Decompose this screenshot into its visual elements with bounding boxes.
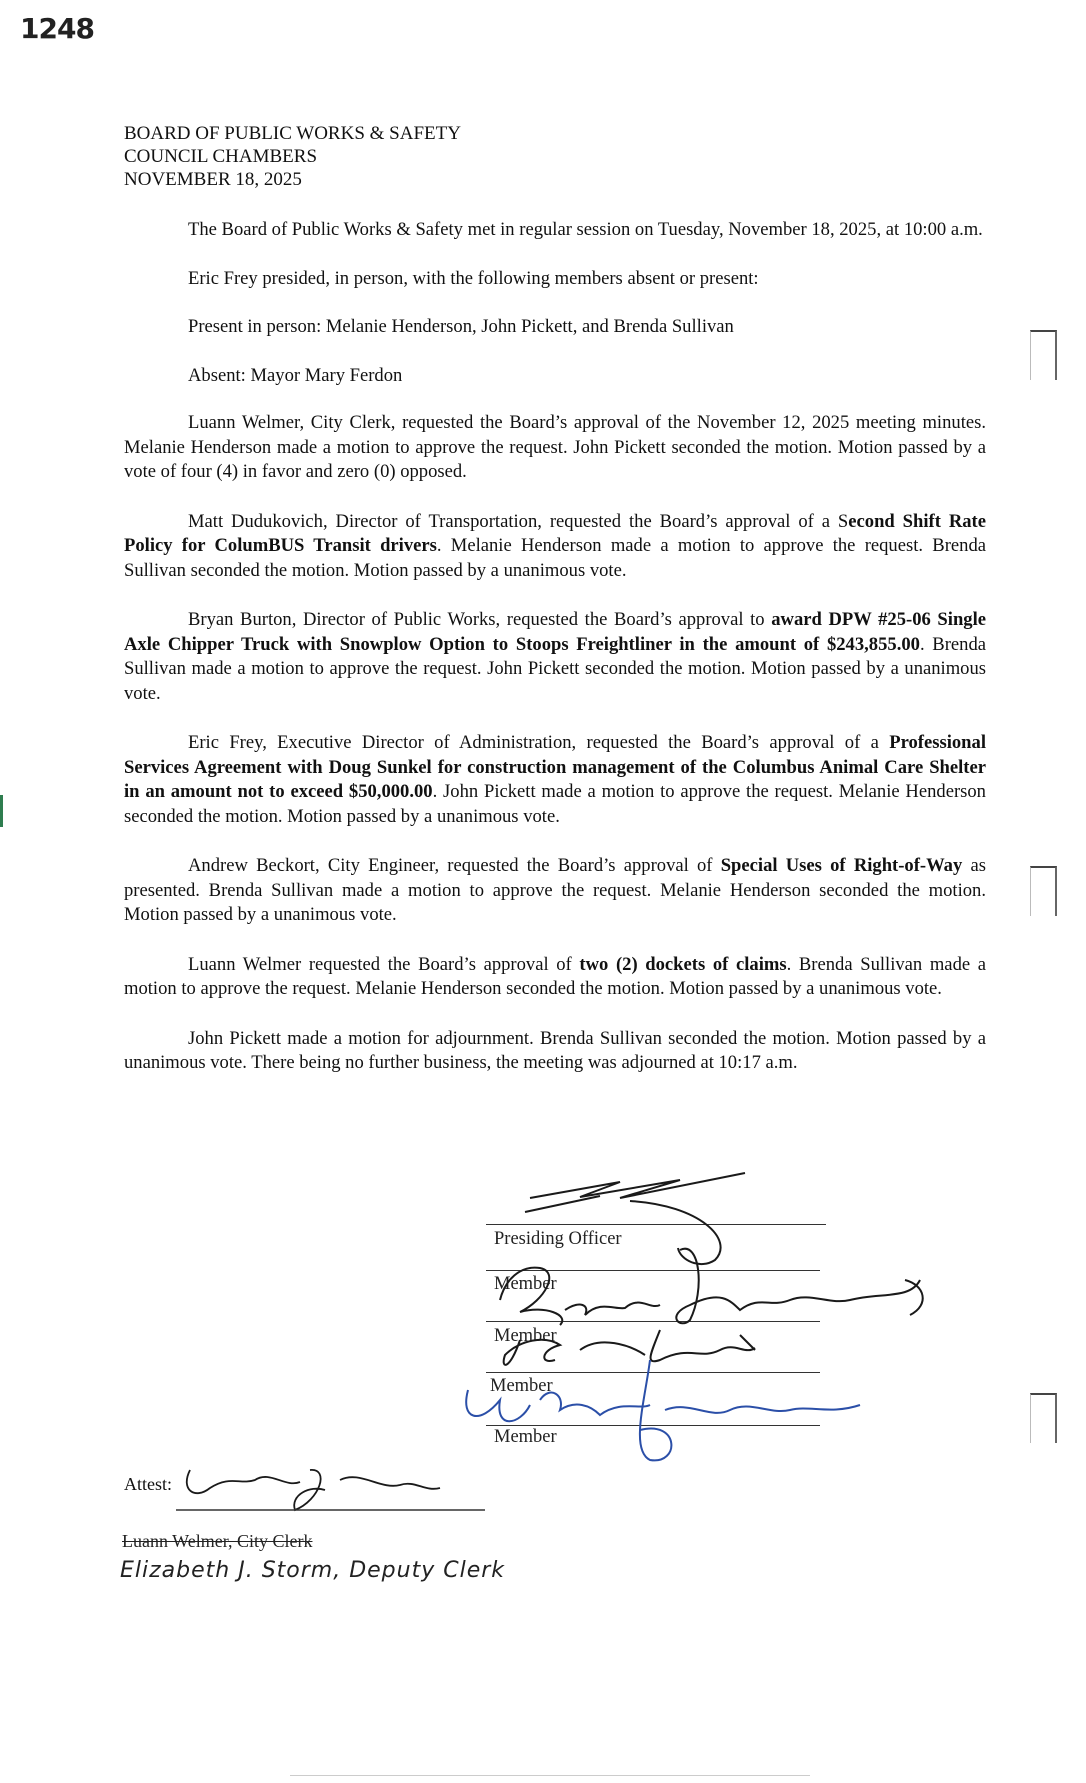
text: Matt Dudukovich, Director of Transportation, requested the Board’s approval of a S <box>188 510 849 532</box>
text: . Brenda Sullivan made a motion to approve the request. John Pickett seconded the motion. Motion passed by a unanimous vote. <box>124 633 986 704</box>
text: Andrew Beckort, City Engineer, requested the Board’s approval of <box>188 855 721 876</box>
text: Eric Frey, Executive Director of Administration, requested the Board’s approval of a <box>188 732 890 753</box>
presiding-officer-line <box>486 1224 826 1225</box>
deputy-clerk-handwritten: Elizabeth J. Storm, Deputy Clerk <box>120 1558 506 1583</box>
member-line-3 <box>486 1372 820 1373</box>
member-line-2 <box>486 1321 820 1322</box>
scan-edge-mark <box>1030 330 1057 380</box>
paragraph-adjournment: John Pickett made a motion for adjournment. Brenda Sullivan seconded the motion. Motion passed by a unanimous vote. There being no further business, the meeting was adjourned at 10:17 a.m. <box>124 1027 986 1073</box>
paragraph-claims <box>124 953 986 1002</box>
paragraph-services-agreement <box>124 731 986 829</box>
text: . John Pickett made a motion to approve the request. Melanie Henderson seconded the motion. Motion passed by a unanimous vote. <box>124 781 986 827</box>
text: . Brenda Sullivan made a motion to approve the request. Melanie Henderson seconded the motion. Motion passed by a unanimous vote. <box>124 953 987 999</box>
text: Luann Welmer requested the Board’s approval of <box>188 953 580 975</box>
paragraph-absent: Absent: Mayor Mary Ferdon <box>188 364 403 386</box>
scan-edge-mark <box>1030 1393 1057 1443</box>
scan-edge-mark <box>1030 866 1057 916</box>
margin-mark <box>0 795 3 827</box>
attest-signature-storm <box>187 1470 440 1510</box>
paragraph-session: The Board of Public Works & Safety met in regular session on Tuesday, November 18, 2025, at 10:00 a.m. <box>188 219 983 240</box>
paragraph-presided: Eric Frey presided, in person, with the following members absent or present: <box>188 267 759 289</box>
member-label-3: Member <box>490 1376 553 1396</box>
attest-label: Attest: <box>124 1474 172 1494</box>
member-line-1 <box>486 1270 820 1271</box>
text: as presented. Brenda Sullivan made a motion to approve the request. Melanie Henderson seconded the motion. Motion passed by a unanimous vote. <box>124 855 986 925</box>
member-label-2: Member <box>494 1326 557 1346</box>
page-number: 1248 <box>20 12 94 45</box>
paragraph-minutes-approval: Luann Welmer, City Clerk, requested the Board’s approval of the November 12, 2025 meeting minutes. Melanie Henderson made a motion to approve the request. John Pickett seconded the motion. Motion passed by a vote of four (4) in favor and zero (0) opposed. <box>124 412 986 482</box>
member-line-4 <box>486 1425 820 1426</box>
bold-text: econd Shift Rate Policy for ColumBUS Transit drivers <box>124 510 986 556</box>
member-label-1: Member <box>494 1274 557 1294</box>
heading-board: BOARD OF PUBLIC WORKS & SAFETY <box>124 123 461 144</box>
member-signature-pickett <box>504 1330 755 1365</box>
heading-date: NOVEMBER 18, 2025 <box>124 169 302 190</box>
presiding-officer-signature <box>525 1173 745 1264</box>
text: . Melanie Henderson made a motion to approve the request. Brenda Sullivan seconded the motion. Motion passed by a unanimous vote. <box>124 535 986 581</box>
text: Bryan Burton, Director of Public Works, requested the Board’s approval to <box>188 609 772 630</box>
document-heading <box>124 122 461 191</box>
paragraph-chipper-truck <box>124 608 986 706</box>
bold-text: Special Uses of Right-of-Way <box>720 855 963 876</box>
member-signature-henderson <box>466 1360 860 1460</box>
bold-text: two (2) dockets of claims <box>579 953 787 975</box>
paragraph-present: Present in person: Melanie Henderson, John Pickett, and Brenda Sullivan <box>188 316 734 337</box>
minutes-body <box>124 218 986 1076</box>
presiding-officer-label: Presiding Officer <box>494 1229 622 1249</box>
member-signature-sullivan <box>500 1249 923 1325</box>
bold-text: award DPW #25-06 Single Axle Chipper Truck with Snowplow Option to Stoops Freightliner in the amount of $243,855.00 <box>124 609 986 655</box>
bold-text: Professional Services Agreement with Doug Sunkel for construction management of the Columbus Animal Care Shelter in an amount not to exceed $50,000.00 <box>124 732 986 802</box>
clerk-name-struck: Luann Welmer, City Clerk <box>122 1531 313 1551</box>
paragraph-transit-policy <box>124 510 986 584</box>
paragraph-right-of-way <box>124 854 986 928</box>
member-label-4: Member <box>494 1427 557 1447</box>
heading-location: COUNCIL CHAMBERS <box>124 146 318 167</box>
bottom-scan-line <box>290 1775 810 1776</box>
